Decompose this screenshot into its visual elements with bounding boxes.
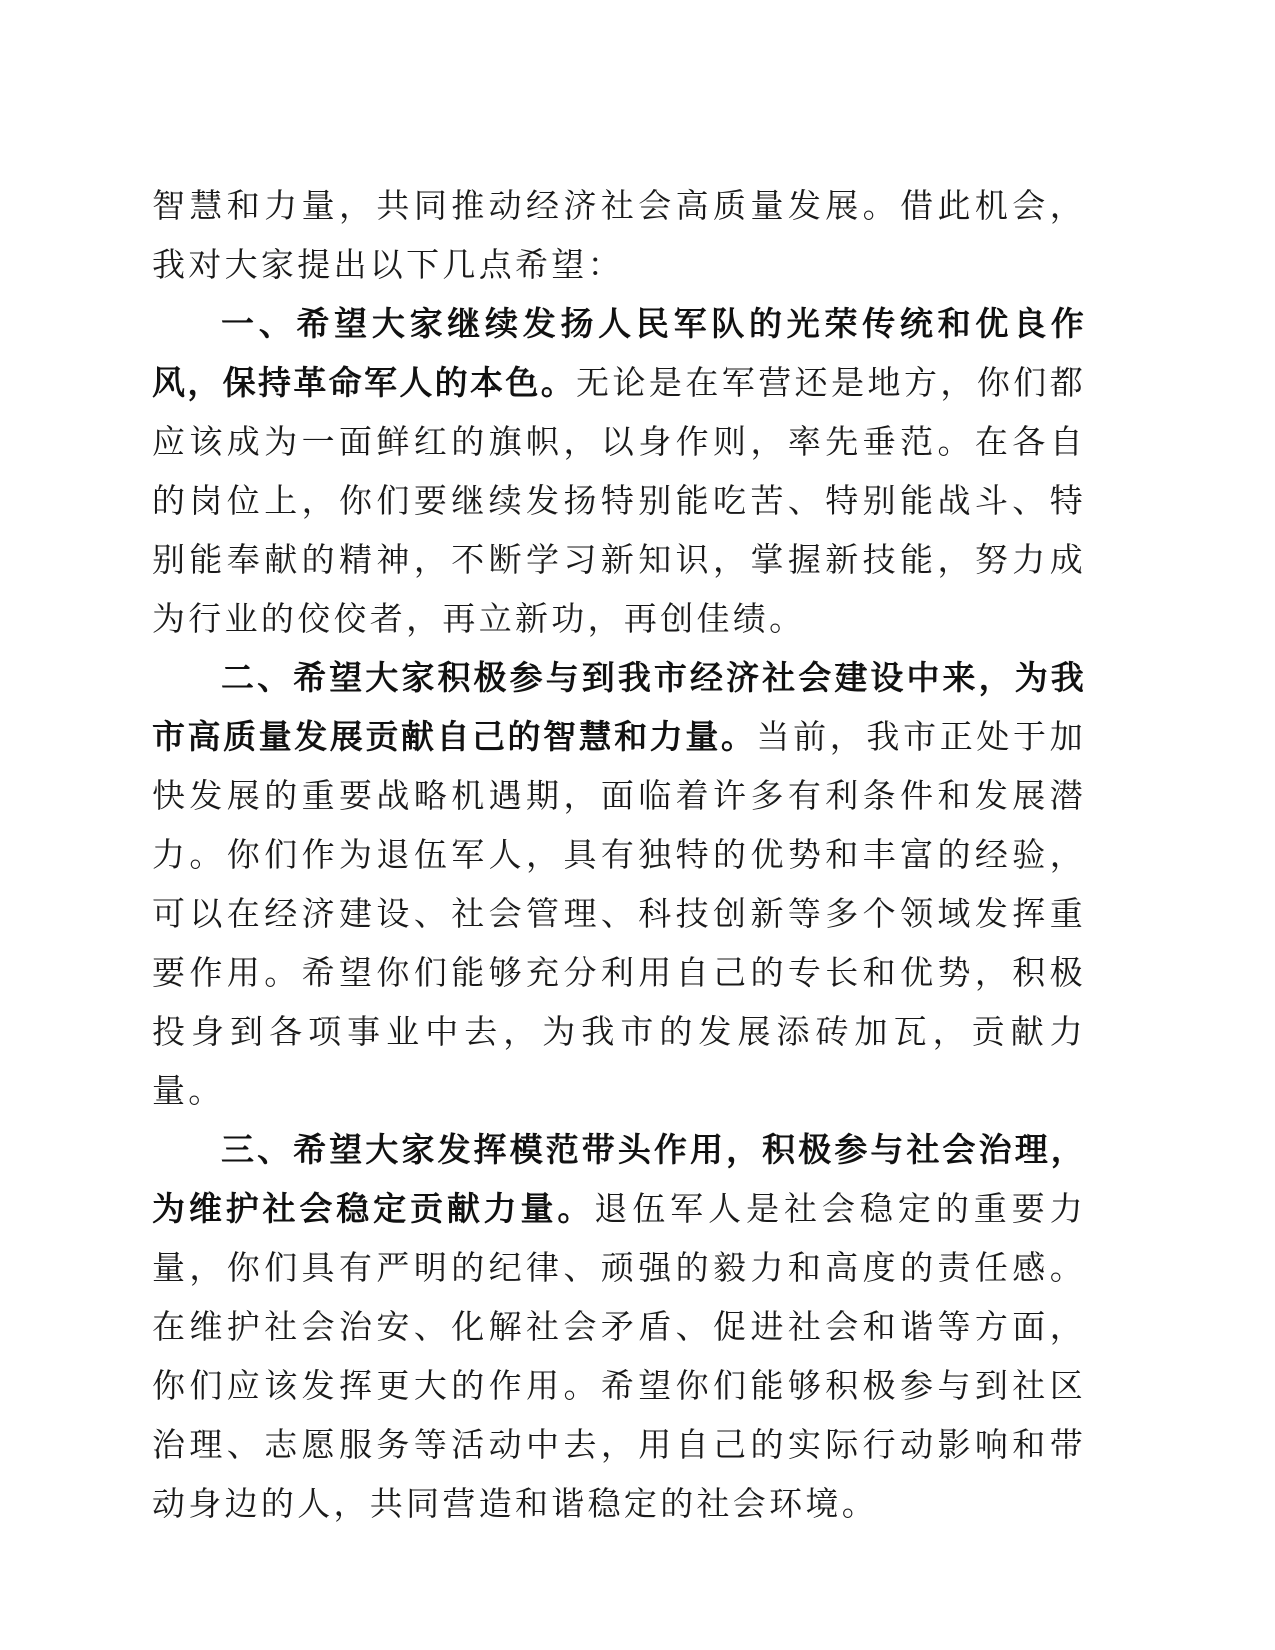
paragraph-heading: 三、希望大家发挥模范带头作用，积极参与社会治理，为维护社会稳定贡献力量。 [152, 1130, 1086, 1228]
paragraph-hope-two [152, 648, 1086, 1120]
document-body [152, 176, 1086, 1533]
paragraph-heading: 一、希望大家继续发扬人民军队的光荣传统和优良作风，保持革命军人的本色。 [152, 304, 1086, 402]
paragraph-heading: 二、希望大家积极参与到我市经济社会建设中来，为我市高质量发展贡献自己的智慧和力量。 [152, 658, 1086, 756]
paragraph-text: 智慧和力量，共同推动经济社会高质量发展。借此机会，我对大家提出以下几点希望： [152, 186, 1086, 284]
paragraph-text: 无论是在军营还是地方，你们都应该成为一面鲜红的旗帜，以身作则，率先垂范。在各自的岗位上，你们要继续发扬特别能吃苦、特别能战斗、特别能奉献的精神，不断学习新知识，掌握新技能，努力成为行业的佼佼者，再立新功，再创佳绩。 [152, 363, 1086, 638]
paragraph-hope-three [152, 1120, 1086, 1533]
paragraph-text: 当前，我市正处于加快发展的重要战略机遇期，面临着许多有利条件和发展潜力。你们作为退伍军人，具有独特的优势和丰富的经验，可以在经济建设、社会管理、科技创新等多个领域发挥重要作用。希望你们能够充分利用自己的专长和优势，积极投身到各项事业中去，为我市的发展添砖加瓦，贡献力量。 [152, 717, 1086, 1110]
paragraph-text: 退伍军人是社会稳定的重要力量，你们具有严明的纪律、顽强的毅力和高度的责任感。在维护社会治安、化解社会矛盾、促进社会和谐等方面，你们应该发挥更大的作用。希望你们能够积极参与到社区治理、志愿服务等活动中去，用自己的实际行动影响和带动身边的人，共同营造和谐稳定的社会环境。 [152, 1189, 1086, 1523]
paragraph-hope-one [152, 294, 1086, 648]
paragraph-intro [152, 176, 1086, 294]
